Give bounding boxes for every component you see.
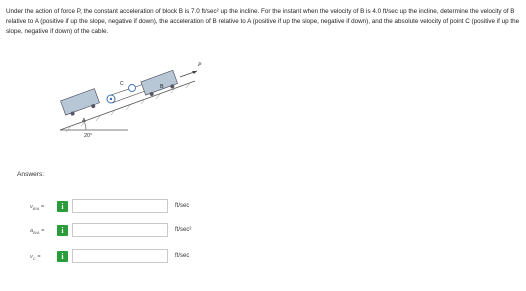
vba-input[interactable]	[72, 199, 168, 213]
vba-unit: ft/sec	[175, 203, 190, 209]
force-p-label: P	[198, 62, 202, 68]
block-b-label: B	[160, 84, 164, 90]
point-c-icon	[129, 85, 136, 92]
angle-label: 20°	[84, 133, 93, 139]
vc-input[interactable]	[72, 249, 168, 263]
answer-var-vc: $v_C$ =	[30, 254, 41, 262]
answer-row-aba	[0, 225, 526, 240]
question-text: Under the action of force P, the constant acceleration of block B is 7.0 ft/sec² up the incline. For the instant when the velocity of B is 4.0 ft/sec up the incline, determine the velocity of B relative to A (positive if up the slope, negative if down), the acceleration of B relative to A (positive if up the slope, negative if down), and the absolute velocity of point C (positive if up the slope, negative if down) of the cable.	[6, 8, 520, 35]
aba-input[interactable]	[72, 223, 168, 237]
info-icon[interactable]: i	[57, 225, 68, 236]
point-c-label: C	[120, 81, 124, 87]
info-icon[interactable]: i	[57, 251, 68, 262]
answer-row-vba	[0, 201, 526, 216]
aba-unit: ft/sec²	[175, 227, 192, 233]
cable-lower	[112, 90, 148, 103]
answer-var-vba: $v_{B/A}$ =	[30, 204, 45, 212]
info-icon[interactable]: i	[57, 201, 68, 212]
block-a-label: A	[82, 118, 86, 124]
block-a	[61, 89, 101, 118]
answer-row-vc	[0, 251, 526, 266]
answer-var-aba: $a_{B/A}$ =	[30, 228, 45, 236]
answers-heading: Answers:	[17, 171, 45, 178]
vc-unit: ft/sec	[175, 253, 190, 259]
